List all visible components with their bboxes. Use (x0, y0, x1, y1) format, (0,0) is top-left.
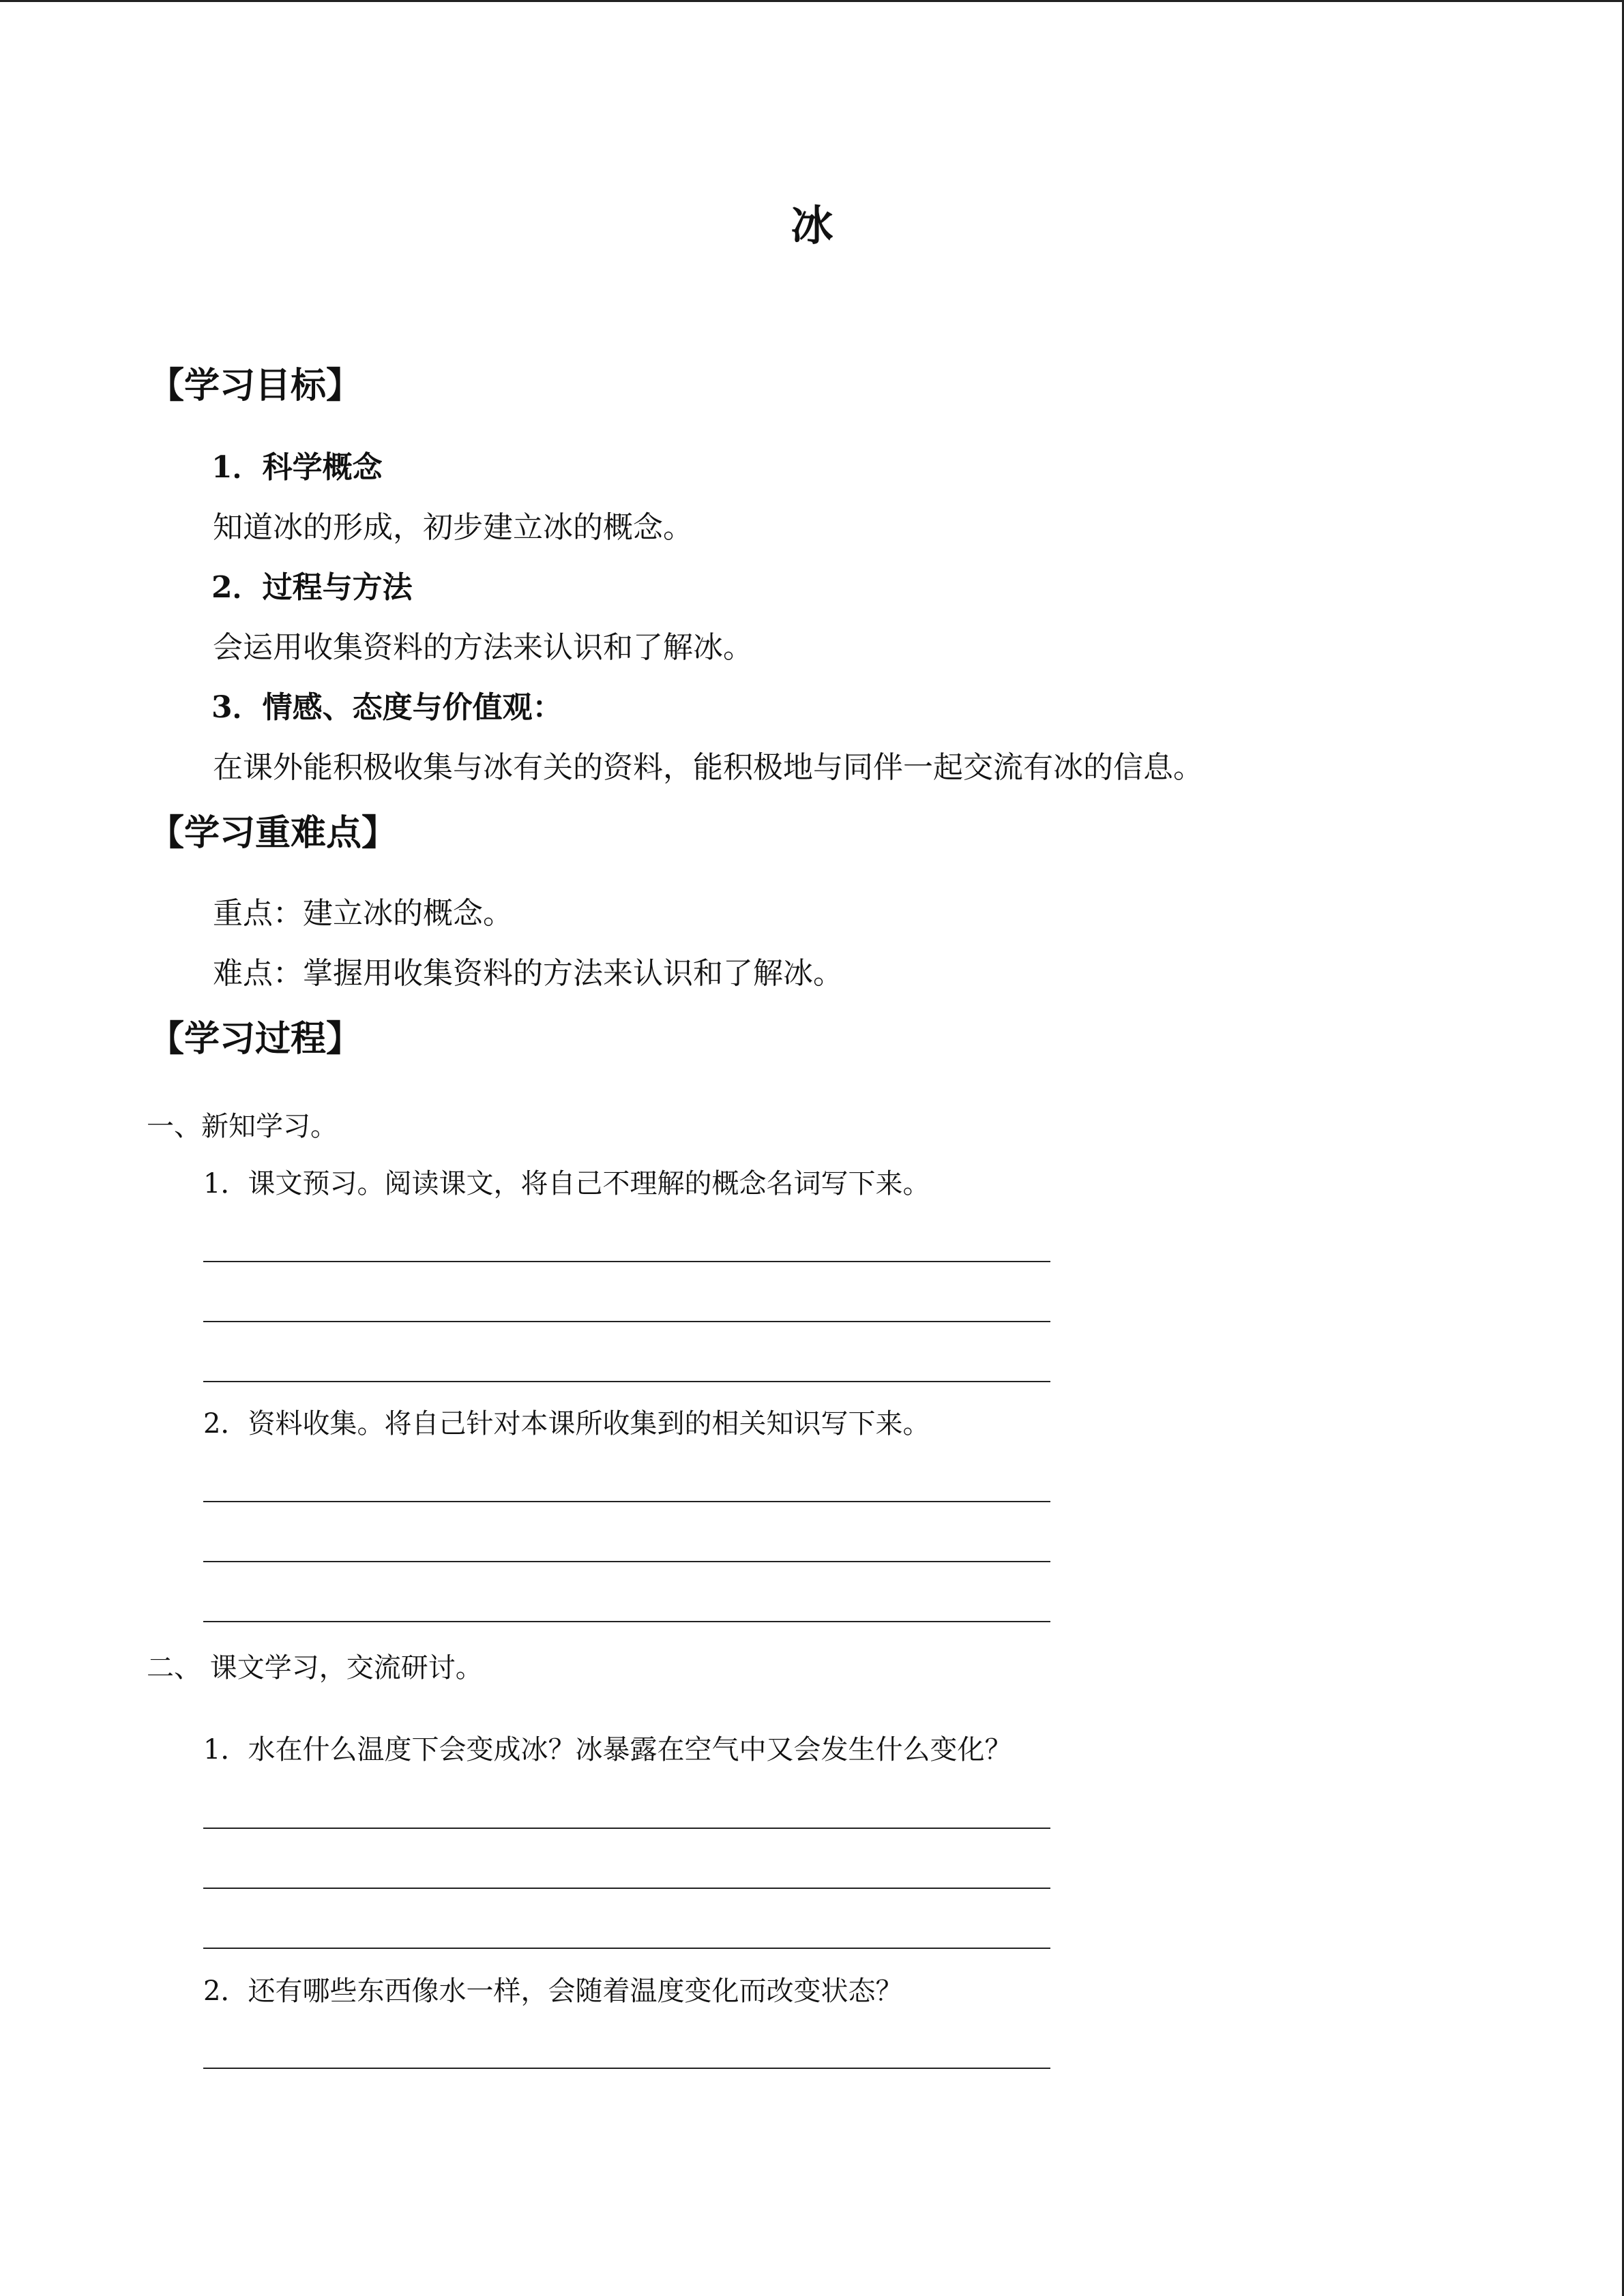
objective-1-label: 1．科学概念 (211, 450, 383, 485)
objective-1-text: 知道冰的形成，初步建立冰的概念。 (213, 510, 693, 545)
answer-line[interactable] (203, 1828, 1050, 1829)
section-2-question-1: 1．水在什么温度下会变成冰？冰暴露在空气中又会发生什么变化？ (203, 1734, 1012, 1765)
answer-line[interactable] (203, 1561, 1050, 1562)
answer-line[interactable] (203, 2068, 1050, 2069)
answer-line[interactable] (203, 1381, 1050, 1382)
section-1-question-1: 1．课文预习。阅读课文，将自己不理解的概念名词写下来。 (203, 1168, 930, 1199)
section-1-title: 一、新知学习。 (147, 1111, 338, 1142)
focus-text: 重点：建立冰的概念。 (213, 896, 513, 931)
answer-line[interactable] (203, 1948, 1050, 1949)
objective-2-text: 会运用收集资料的方法来认识和了解冰。 (213, 630, 753, 665)
answer-line[interactable] (203, 1261, 1050, 1262)
objective-2-label: 2．过程与方法 (211, 570, 413, 605)
key-points-heading: 【学习重难点】 (149, 812, 398, 854)
page-title: 冰 (791, 200, 833, 250)
answer-line[interactable] (203, 1621, 1050, 1622)
section-2-title: 二、 课文学习，交流研讨。 (147, 1652, 483, 1684)
process-heading: 【学习过程】 (149, 1018, 362, 1060)
answer-line[interactable] (203, 1321, 1050, 1322)
objective-3-label: 3．情感、态度与价值观： (211, 690, 563, 725)
answer-line[interactable] (203, 1888, 1050, 1889)
section-1-question-2: 2．资料收集。将自己针对本课所收集到的相关知识写下来。 (203, 1408, 930, 1440)
difficulty-text: 难点：掌握用收集资料的方法来认识和了解冰。 (213, 956, 843, 991)
answer-line[interactable] (203, 1501, 1050, 1502)
section-2-question-2: 2．还有哪些东西像水一样，会随着温度变化而改变状态？ (203, 1976, 903, 2007)
page-border-top (0, 0, 1624, 2)
objective-3-text: 在课外能积极收集与冰有关的资料，能积极地与同伴一起交流有冰的信息。 (213, 750, 1203, 785)
objectives-heading: 【学习目标】 (149, 365, 362, 406)
